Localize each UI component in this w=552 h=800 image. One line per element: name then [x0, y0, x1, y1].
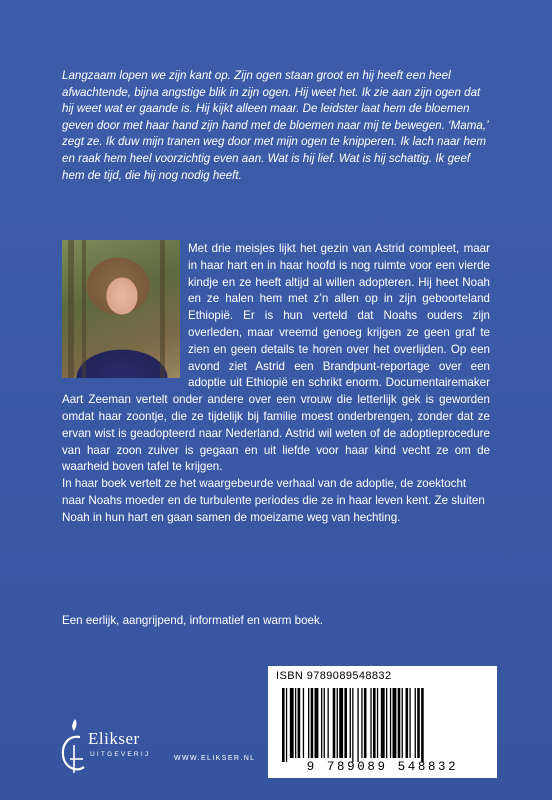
barcode-bar	[373, 688, 376, 758]
barcode-bar	[406, 688, 409, 758]
barcode-bar	[409, 688, 410, 758]
barcode-bar	[282, 688, 285, 762]
barcode-bar	[386, 688, 387, 758]
isbn-label: ISBN 9789089548832	[276, 670, 392, 682]
barcode-bar	[370, 688, 371, 758]
barcode-bar	[393, 688, 397, 758]
blurb-paragraph-1: Met drie meisjes lijkt het gezin van Astrid compleet, maar in haar hart en in haar hoofd is nog ruimte voor een vierde kindje en ze heeft altijd al willen adopteren. Hij heet Noah en ze halen hem met z’n allen op in zijn geboorteland Ethiopië. Er is hun verteld dat Noahs ouders zijn overleden, maar vreemd genoeg krijgen ze geen graf te zien en geen details te horen over het overlijden. Op een avond ziet Astrid een Brandpunt-reportage over een adoptie uit Ethiopië en schrikt enorm. Documentairemaker Aart Zeeman vertelt onder andere over een vrouw die letterlijk gek is geworden omdat haar zoontje, die ze tijdelijk bij familie moest onderbrengen, zonder dat ze ervan wist is geadopteerd naar Nederland. Astrid wil weten of de adoptieprocedure van haar zoon zuiver is gegaan en uit liefde voor haar kind vecht ze om de waarheid boven tafel te krijgen.	[62, 242, 490, 474]
barcode-bar	[295, 688, 296, 758]
barcode-bar	[377, 688, 378, 758]
barcode-bar	[344, 688, 347, 758]
publisher-subtitle: UITGEVERIJ	[90, 751, 151, 758]
excerpt-quote: Langzaam lopen we zijn kant op. Zijn ogen staan groot en hij heeft een heel afwachtende, bijna angstige blik in zijn ogen. Hij weet het. Ik zie aan zijn ogen dat hij weet wat er gaande is. Hij kijkt alleen maar. De leidster laat hem de bloemen geven door met haar hand zijn hand met de bloemen naar mij te bewegen. ‘Mama,’ zegt ze. Ik duw mijn tranen weg door met mijn ogen te knipperen. Ik lach naar hem en raak hem heel voorzichtig even aan. Wat is hij lief. Wat is hij schattig. Ik geef hem de tijd, die hij nog nodig heeft.	[62, 69, 489, 182]
blurb-paragraph-2: In haar boek vertelt ze het waargebeurde verhaal van de adoptie, de zoektocht naar Noahs moeder en de turbulente periodes die ze in haar leven kent. Ze sluiten Noah in hun hart en gaan samen de moeizame weg van hechting.	[62, 477, 485, 524]
barcode-bar	[298, 688, 301, 758]
barcode-bar	[290, 688, 294, 758]
barcode-bar	[402, 688, 403, 758]
barcode-bar	[333, 688, 336, 758]
barcode-digits: 9 789089 548832	[306, 760, 459, 774]
closing-line: Een eerlijk, aangrijpend, informatief en warm boek.	[62, 614, 323, 627]
barcode-bar	[315, 688, 319, 758]
barcode-bar	[421, 688, 424, 762]
publisher-name: Elikser	[88, 729, 140, 748]
blurb	[62, 241, 490, 527]
barcode-bar	[324, 688, 325, 758]
barcode-bar	[398, 688, 401, 758]
publisher-logo	[58, 715, 168, 777]
barcode-bar	[308, 688, 309, 758]
barcode-bar	[337, 688, 338, 758]
barcode-bar	[417, 688, 420, 758]
barcode-bar	[381, 688, 385, 758]
barcode-bar	[303, 688, 304, 758]
barcode-bar	[361, 688, 362, 758]
barcode-bar	[311, 688, 314, 758]
barcode-bar	[390, 688, 391, 758]
barcode-bar	[352, 688, 353, 762]
barcode-bar	[350, 688, 351, 758]
barcode-bar	[339, 688, 343, 758]
isbn-barcode	[268, 666, 497, 778]
barcode-bar	[321, 688, 322, 758]
barcode-bar	[364, 688, 367, 758]
publisher-emblem-icon	[58, 715, 92, 777]
barcode-bar	[415, 688, 416, 758]
barcode-bar	[328, 688, 329, 758]
barcode-bar	[286, 688, 287, 762]
barcode-bar	[357, 688, 358, 762]
publisher-website: WWW.ELIKSER.NL	[174, 755, 256, 762]
